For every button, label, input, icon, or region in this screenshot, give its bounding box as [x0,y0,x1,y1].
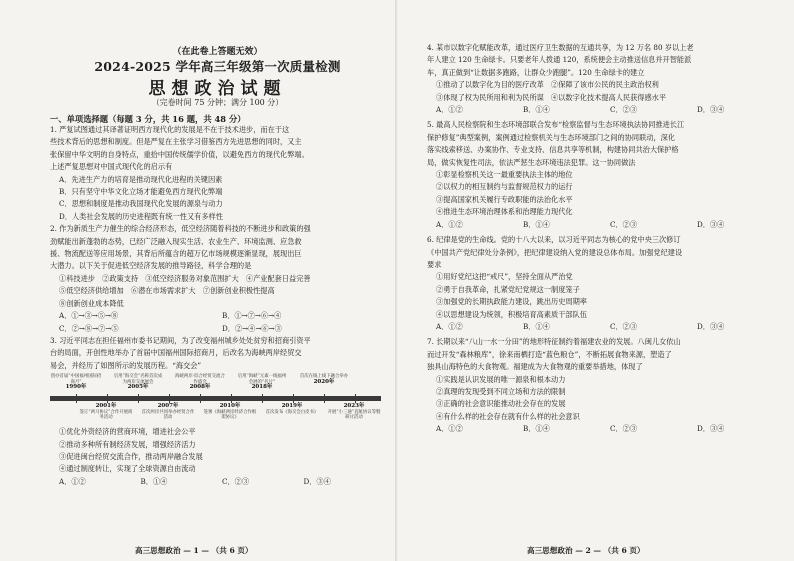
timeline-tick [200,394,201,403]
answer-option: D．②→④→⑥→③ [222,323,282,333]
question-stem-line: 6. 纪律是党的生命线。党的十八大以来，以习近平同志为核心的党中央三次修订 [427,235,681,245]
answer-option: D．③④ [697,105,725,115]
statement-item: ②勇于自我革命，扎紧党纪党规这一制度笼子 [436,284,580,294]
answer-notice: （在此卷上答题无效） [172,47,263,57]
answer-option: A．①② [436,321,463,331]
question-stem-line: 3. 习近平同志在担任福州市委书记期间，为了改变福州城乡处处贫穷和招商引资平 [50,335,311,345]
timeline-event [298,374,350,385]
question-stem-line: 1. 严复试图通过其译著证明西方现代化的发展是不在于技术进步，而在于这 [50,125,290,134]
section-heading: 一、单项选择题（每题 3 分，共 16 题，共 48 分） [50,114,246,124]
answer-option: B．①→⑦→⑥→④ [222,311,282,321]
question-1 [50,124,385,223]
statement-item: ③加强党的长期执政能力建设，跳出历史周期率 [436,297,587,307]
timeline-event [326,404,382,421]
statement-item: ③正确的社会意识能推动社会存在的发展 [436,399,566,409]
answer-option: A．①② [59,476,86,486]
statement-item: ④通过制度转让，实现了全球资源自由流动 [59,464,196,474]
statement-item: ③促进闽台经贸交流合作，推动两岸融合发展 [59,451,203,461]
timeline-year: 2001年 [95,403,117,410]
statement-item: ②推动多种所有制经济发展，增强经济活力 [59,439,196,449]
answer-option: D．③④ [697,219,725,229]
timeline-year: 2019年 [281,403,303,410]
answer-option: B．①④ [140,476,168,486]
question-stem-line: 局，做实恢复性司法，依法严惩生态环境违法犯罪。这一协同做法 [427,157,636,167]
timeline-event-text: 签订“两马协议”合作开展商务活动 [79,409,133,421]
timeline-event [112,374,164,391]
statement-item: ⑤低空经济供给增加 ⑥潜在市场需求扩大 ⑦创新创业积极性提高 [59,286,275,296]
timeline-event-text: 启用“海交会”名称首次成为两岸交流展会 [113,374,163,385]
timeline-event [174,374,226,391]
statement-item: ②以权力的相互制约与监督规范权力的运行 [436,182,573,192]
timeline-year: 2007年 [157,403,179,410]
timeline-event-text: 签署《海峡两岸经济合作框架协议》 [203,409,257,421]
question-stem-line: 援、物流配送等应用场景，其背后所蕴含的超万亿市场规模逐渐显现，展现出巨 [50,249,302,259]
timeline-year: 2008年 [189,384,211,391]
page-footer: 高三思想政治 — 1 — （共 6 页） [135,546,253,555]
question-stem-line: 保护修复”典型案例，案例通过检察机关与生态环境部门之间的协同联动，深化 [427,132,676,142]
statement-item: ⑧创新创业成本降低 [59,298,124,308]
statement-item: ①用好党纪这把“戒尺”，坚持全面从严治党 [436,272,573,282]
timeline-event [140,404,196,421]
timeline-year: 2010年 [219,403,241,410]
statement-item: ④有什么样的社会存在就有什么样的社会意识 [436,411,580,421]
answer-options-row [50,476,385,488]
question-3 [50,335,385,488]
timeline-event-text: 启用“海峡”元素一线福州会展的“名片” [237,374,287,385]
question-stem-line: 易会，并经历了如图所示的发展历程。“海交会” [50,360,202,370]
exam-title: 2024-2025 学年高三年级第一次质量检测 [94,59,341,74]
timeline-tick [355,394,356,403]
question-stem-line: 些技术背后的思想和制度。但是严复在主张学习借鉴西方先进思想的同时，又主 [50,137,302,147]
answer-options-row [50,310,385,322]
timeline-event [202,404,258,421]
timeline-year: 2018年 [251,384,273,391]
answer-options-row [427,423,784,435]
timeline-bar [50,396,381,401]
answer-option: C．②→⑧→⑦→⑤ [59,323,119,333]
statement-item: ①优化外资经济的营商环境，增进社会公平 [59,427,196,437]
timeline-year: 2023年 [343,403,365,410]
question-2 [50,223,385,335]
answer-option: B．①④ [523,424,550,434]
answer-option: B．①④ [523,321,550,331]
question-stem-line: 台的局面，开创性地举办了首届中国福州国际招商月，后改名为海峡两岸经贸交 [50,348,302,358]
timeline-tick [169,394,170,403]
timeline-tick [231,394,232,403]
timeline-event [50,374,102,391]
timeline-event [236,374,288,391]
answer-option: C．②③ [610,424,638,434]
answer-option: D．③④ [697,424,725,434]
statement-item: ②真理的发现受到不同立场和方法的限制 [436,386,566,396]
answer-option: A．①→③→⑤→⑧ [59,311,119,321]
answer-option: A．先进生产力的培育是推动现代化进程的关键因素 [59,174,223,184]
question-stem-line: 年人建立 120 生命绿卡。只要老年人拨通 120，系统便会主动推送信息并开智能派 [427,55,692,65]
answer-option: B．只有坚守中华文化立场才能避免西方现代化弊端 [59,187,223,197]
timeline-year: 1990年 [65,384,87,391]
question-stem-line: 而过开发“森林粮库”，徐来南栖打造“蓝色粮仓”，不断拓展食物来源，塑造了 [427,349,672,359]
page-footer: 高三思想政治 — 2 — （共 6 页） [527,546,645,555]
timeline-event-text: 创办首届“中国福州国际招商月” [50,374,102,385]
answer-option: C．②③ [222,476,250,486]
question-stem-line: 5. 最高人民检察院和生态环境部联合发布“检察监督与生态环境执法协同推进长江 [427,120,685,130]
answer-option: D．③④ [697,321,725,331]
timeline-year: 2020年 [313,378,335,385]
question-stem-line: 2. 作为新质生产力催生的综合经济形态，低空经济随着科技的不断进步和政策的强 [50,224,311,234]
question-stem-line: 落实线索移送、办案协作、专业支持、信息共享等机制，构建协同共治大保护格 [427,145,679,155]
question-stem-line: 大潜力。以下关于促进低空经济发展的推导路径，科学合理的是 [50,261,252,271]
question-stem-line: 独具山海特色的大食物观。福建成为大食物观的重要举措地，体现了 [427,362,643,372]
statement-item: ③提高国家机关履行专政职能的法治化水平 [436,194,573,204]
answer-option: B．①④ [523,219,550,229]
timeline-tick [293,394,294,403]
answer-option: B．①④ [523,105,550,115]
question-stem-line: 要求 [427,259,442,269]
exam-meta: （完卷时间 75 分钟；满分 100 分） [151,98,284,107]
timeline-tick [107,394,108,403]
subject-title: 思想政治试题 [148,79,287,99]
answer-options-row [427,104,784,116]
question-stem-line: 上述严复思想对中国式现代化的启示有 [50,162,173,172]
statement-item: ④推进生态环境治理体系和治理能力现代化 [436,207,573,217]
question-4 [427,42,784,116]
timeline-event-text: 开展“小三通”直航协议等暨研讨活动 [327,409,381,421]
statement-item: ①科技进步 ②政策支持 ③低空经济服务对象范围扩大 ④产业配套日益完善 [59,273,311,283]
question-7 [427,336,784,435]
timeline-year: 2005年 [127,384,149,391]
timeline-event-text: 首次发布《海交会白皮书》 [265,409,319,415]
timeline-event-text: 海峡两岸·综合经贸交流合作盛会 [175,374,225,385]
question-stem-line: 7. 长期以来“八山一水一分田”的地形特征制约着福建农业的发展。八闽儿女依山 [427,337,681,347]
answer-option: D．③④ [303,476,331,486]
answer-options-row [427,321,784,333]
answer-option: A．①② [436,219,463,229]
answer-options-row [50,323,385,335]
statement-item: ③体现了权为民所用和利为民所谋 ④以数字化技术提高人民获得感水平 [436,92,667,102]
answer-option: C．思想和制度是推动我国现代化发展的源泉与动力 [59,199,223,209]
answer-option: C．②③ [610,105,638,115]
answer-option: D．人类社会发展的历史进程既有统一性又有多样性 [59,211,223,221]
timeline-event [264,404,320,415]
question-stem-line: 车，真正做到“让数据多跑路，让群众少跑腿”。120 生命绿卡的建立 [427,67,645,77]
answer-option: C．②③ [610,321,638,331]
history-timeline [50,373,385,423]
answer-option: C．②③ [610,219,638,229]
timeline-tick [324,394,325,403]
timeline-event-text: 首次在线上线下融合举办 [299,374,349,380]
question-stem-line: 4. 某市以数字化赋能改革，通过医疗卫生数据的互通共享，为 12 万名 80 岁以上老 [427,43,694,52]
timeline-event-text: 首次两岸共同举办经贸合作活动 [141,409,195,421]
answer-option: A．①② [436,424,463,434]
timeline-tick [138,394,139,403]
statement-item: ①实践是认识发展的唯一源泉和根本动力 [436,374,566,384]
statement-item: ④以思想建设为统领，积极培育高素质干部队伍 [436,309,587,319]
statement-item: ①推动了以数字化为目的医疗改革 ②保障了该市公民的民主政治权利 [436,80,659,90]
timeline-event [78,404,134,421]
question-stem-line: 张保留中华文明的自身特点，重拾中国传统儒学价值，以避免西方的现代化弊端。 [50,149,309,159]
timeline-tick [76,394,77,403]
answer-option: A．①② [436,105,463,115]
timeline-tick [262,394,263,403]
question-5 [427,119,784,231]
statement-item: ①彰显检察机关这一最重要执法主体的地位 [436,170,573,180]
question-stem-line: 《中国共产党纪律处分条例》，把纪律建设纳入党的建设总体布局。加强党纪建设 [427,247,683,257]
question-stem-line: 劲赋能出新蓬勃的态势，已经广泛融入现实生活、农业生产、环境监测、应急救 [50,236,302,246]
answer-options-row [427,219,784,231]
